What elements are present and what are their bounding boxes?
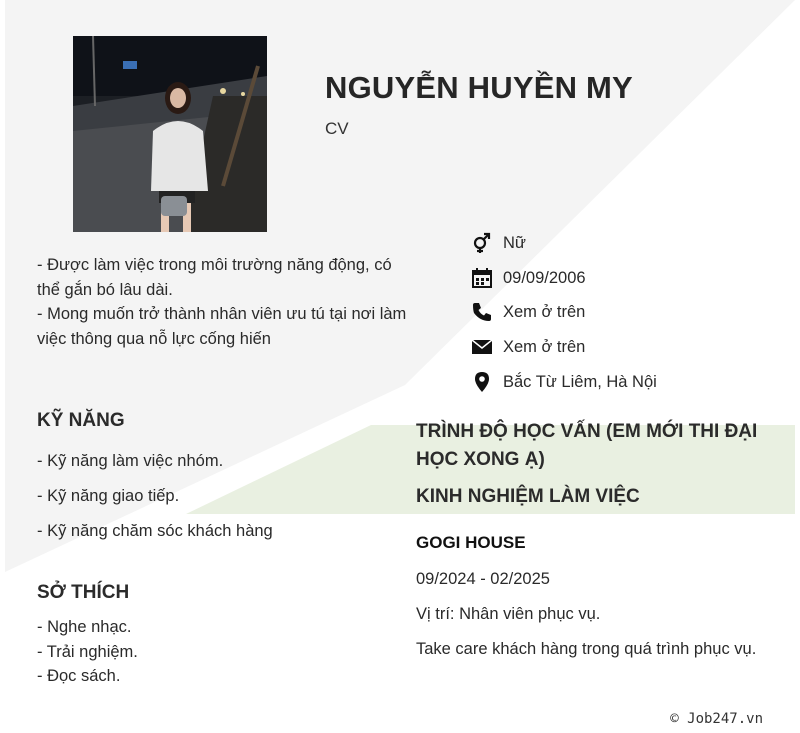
contact-gender [471, 230, 526, 256]
skill-item: - Kỹ năng làm việc nhóm. [37, 452, 224, 470]
education-heading: TRÌNH ĐỘ HỌC VẤN (EM MỚI THI ĐẠI HỌC XONG Ạ) [416, 421, 758, 470]
location-pin-icon [471, 371, 493, 393]
birthday-value: 09/09/2006 [503, 268, 586, 287]
objective-line: - Mong muốn trở thành nhân viên ưu tú tại nơi làm việc thông qua nỗ lực cống hiến [37, 305, 407, 348]
contact-email [471, 334, 585, 360]
hobby-item: - Đọc sách. [37, 667, 121, 685]
experience-heading: KINH NGHIỆM LÀM VIỆC [416, 486, 640, 507]
skills-heading: KỸ NĂNG [37, 410, 125, 431]
objective-line: - Được làm việc trong môi trường năng động, có thể gắn bó lâu dài. [37, 256, 392, 299]
skill-item: - Kỹ năng chăm sóc khách hàng [37, 522, 273, 540]
work-description: Take care khách hàng trong quá trình phục vụ. [416, 640, 757, 658]
gender-icon [471, 232, 493, 254]
hobbies-heading: SỞ THÍCH [37, 582, 130, 603]
hobbies-list [37, 615, 138, 689]
gender-value: Nữ [503, 233, 526, 252]
contact-address [471, 369, 657, 395]
contact-phone [471, 299, 585, 325]
address-value: Bắc Từ Liêm, Hà Nội [503, 372, 657, 391]
envelope-icon [471, 336, 493, 358]
cv-subtitle: CV [325, 119, 349, 138]
phone-icon [471, 301, 493, 323]
contact-birthday [471, 265, 586, 291]
hobby-item: - Nghe nhạc. [37, 618, 132, 636]
profile-photo [73, 36, 267, 232]
company-name: GOGI HOUSE [416, 533, 526, 552]
career-objective [37, 253, 417, 351]
calendar-icon [471, 267, 493, 289]
work-period: 09/2024 - 02/2025 [416, 570, 550, 588]
hobby-item: - Trải nghiệm. [37, 642, 138, 661]
email-value: Xem ở trên [503, 337, 586, 356]
phone-value: Xem ở trên [503, 302, 586, 321]
candidate-name: NGUYỄN HUYỀN MY [325, 70, 633, 105]
footer-brand: © Job247.vn [670, 711, 763, 727]
work-position: Vị trí: Nhân viên phục vụ. [416, 605, 601, 623]
skill-item: - Kỹ năng giao tiếp. [37, 487, 180, 505]
